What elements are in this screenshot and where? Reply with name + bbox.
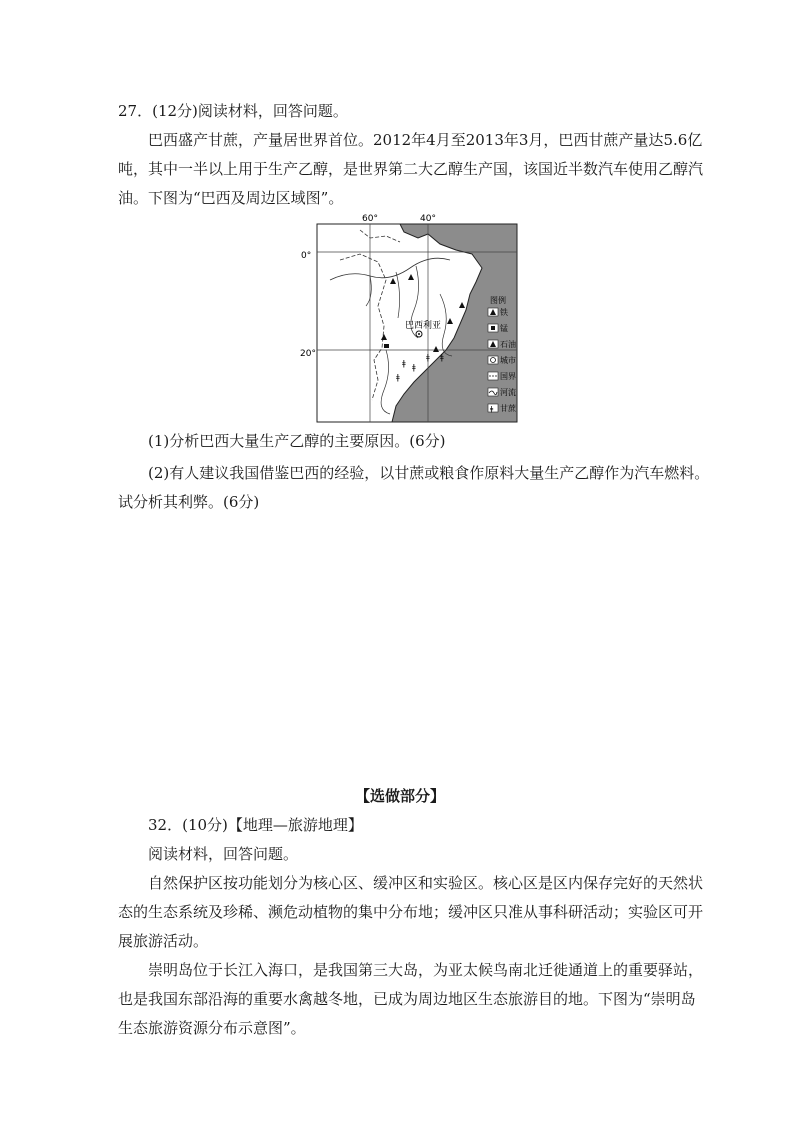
q32-paragraph-2-line-2: 也是我国东部沿海的重要水禽越冬地，已成为周边地区生态旅游目的地。下图为“崇明岛 <box>118 990 696 1008</box>
q32-heading: 32．(10分)【地理—旅游地理】 <box>148 816 363 834</box>
q32-paragraph-2-line-3: 生态旅游资源分布示意图”。 <box>118 1019 306 1037</box>
legend-item-manganese <box>488 323 508 333</box>
sugarcane-icon: ǂ <box>412 363 416 372</box>
brazil-region-map <box>300 210 526 426</box>
svg-text:国界: 国界 <box>500 372 516 381</box>
capital-city-dot <box>418 333 420 335</box>
sugarcane-icon: ǂ <box>426 353 430 362</box>
legend-item-iron <box>488 307 508 317</box>
manganese-marker <box>384 344 389 348</box>
svg-text:河流: 河流 <box>500 388 516 397</box>
lat-label-0: 0° <box>301 251 312 261</box>
sugarcane-icon: ǂ <box>396 373 400 382</box>
q32-intro: 阅读材料，回答问题。 <box>148 845 299 863</box>
q27-paragraph-line-2: 吨，其中一半以上用于生产乙醇，是世界第二大乙醇生产国，该国近半数汽车使用乙醇汽 <box>118 160 704 178</box>
q27-subquestion-2-line-1: (2)有人建议我国借鉴巴西的经验，以甘蔗或粮食作原料大量生产乙醇作为汽车燃料。 <box>148 464 710 482</box>
svg-text:城市: 城市 <box>500 356 516 365</box>
svg-text:ǂ: ǂ <box>490 405 494 413</box>
elective-section-title: 【选做部分】 <box>354 787 445 805</box>
svg-text:锰: 锰 <box>500 324 508 333</box>
legend-item-river <box>488 387 516 397</box>
lat-label-20: 20° <box>300 349 316 359</box>
q32-paragraph-1-line-1: 自然保护区按功能划分为核心区、缓冲区和实验区。核心区是区内保存完好的天然状 <box>148 874 704 892</box>
q27-paragraph-line-1: 巴西盛产甘蔗，产量居世界首位。2012年4月至2013年3月，巴西甘蔗产量达5.6亿 <box>148 131 703 149</box>
sugarcane-icon: ǂ <box>402 359 406 368</box>
q27-subquestion-2-line-2: 试分析其利弊。(6分) <box>118 493 260 511</box>
q27-heading: 27．(12分)阅读材料，回答问题。 <box>118 102 348 120</box>
lon-label-40: 40° <box>420 214 436 224</box>
capital-label: 巴西利亚 <box>405 321 442 331</box>
legend-item-border <box>488 372 516 381</box>
legend-item-city <box>488 355 516 365</box>
svg-text:甘蔗: 甘蔗 <box>500 404 516 413</box>
legend-item-oil <box>488 339 516 349</box>
q27-paragraph-line-3: 油。下图为“巴西及周边区域图”。 <box>118 189 344 207</box>
sugarcane-icon: ǂ <box>440 353 444 362</box>
q32-paragraph-1-line-2: 态的生态系统及珍稀、濒危动植物的集中分布地；缓冲区只准从事科研活动；实验区可开 <box>118 903 704 921</box>
legend-title: 图例 <box>490 296 506 305</box>
q32-paragraph-2-line-1: 崇明岛位于长江入海口，是我国第三大岛，为亚太候鸟南北迁徙通道上的重要驿站， <box>148 961 704 979</box>
legend-item-sugarcane <box>488 403 517 413</box>
q27-subquestion-1: (1)分析巴西大量生产乙醇的主要原因。(6分) <box>148 432 446 450</box>
map-svg <box>300 210 526 426</box>
lon-label-60: 60° <box>362 214 378 224</box>
q32-paragraph-1-line-3: 展旅游活动。 <box>118 932 209 950</box>
svg-text:石油: 石油 <box>500 340 516 349</box>
svg-text:铁: 铁 <box>500 308 508 317</box>
